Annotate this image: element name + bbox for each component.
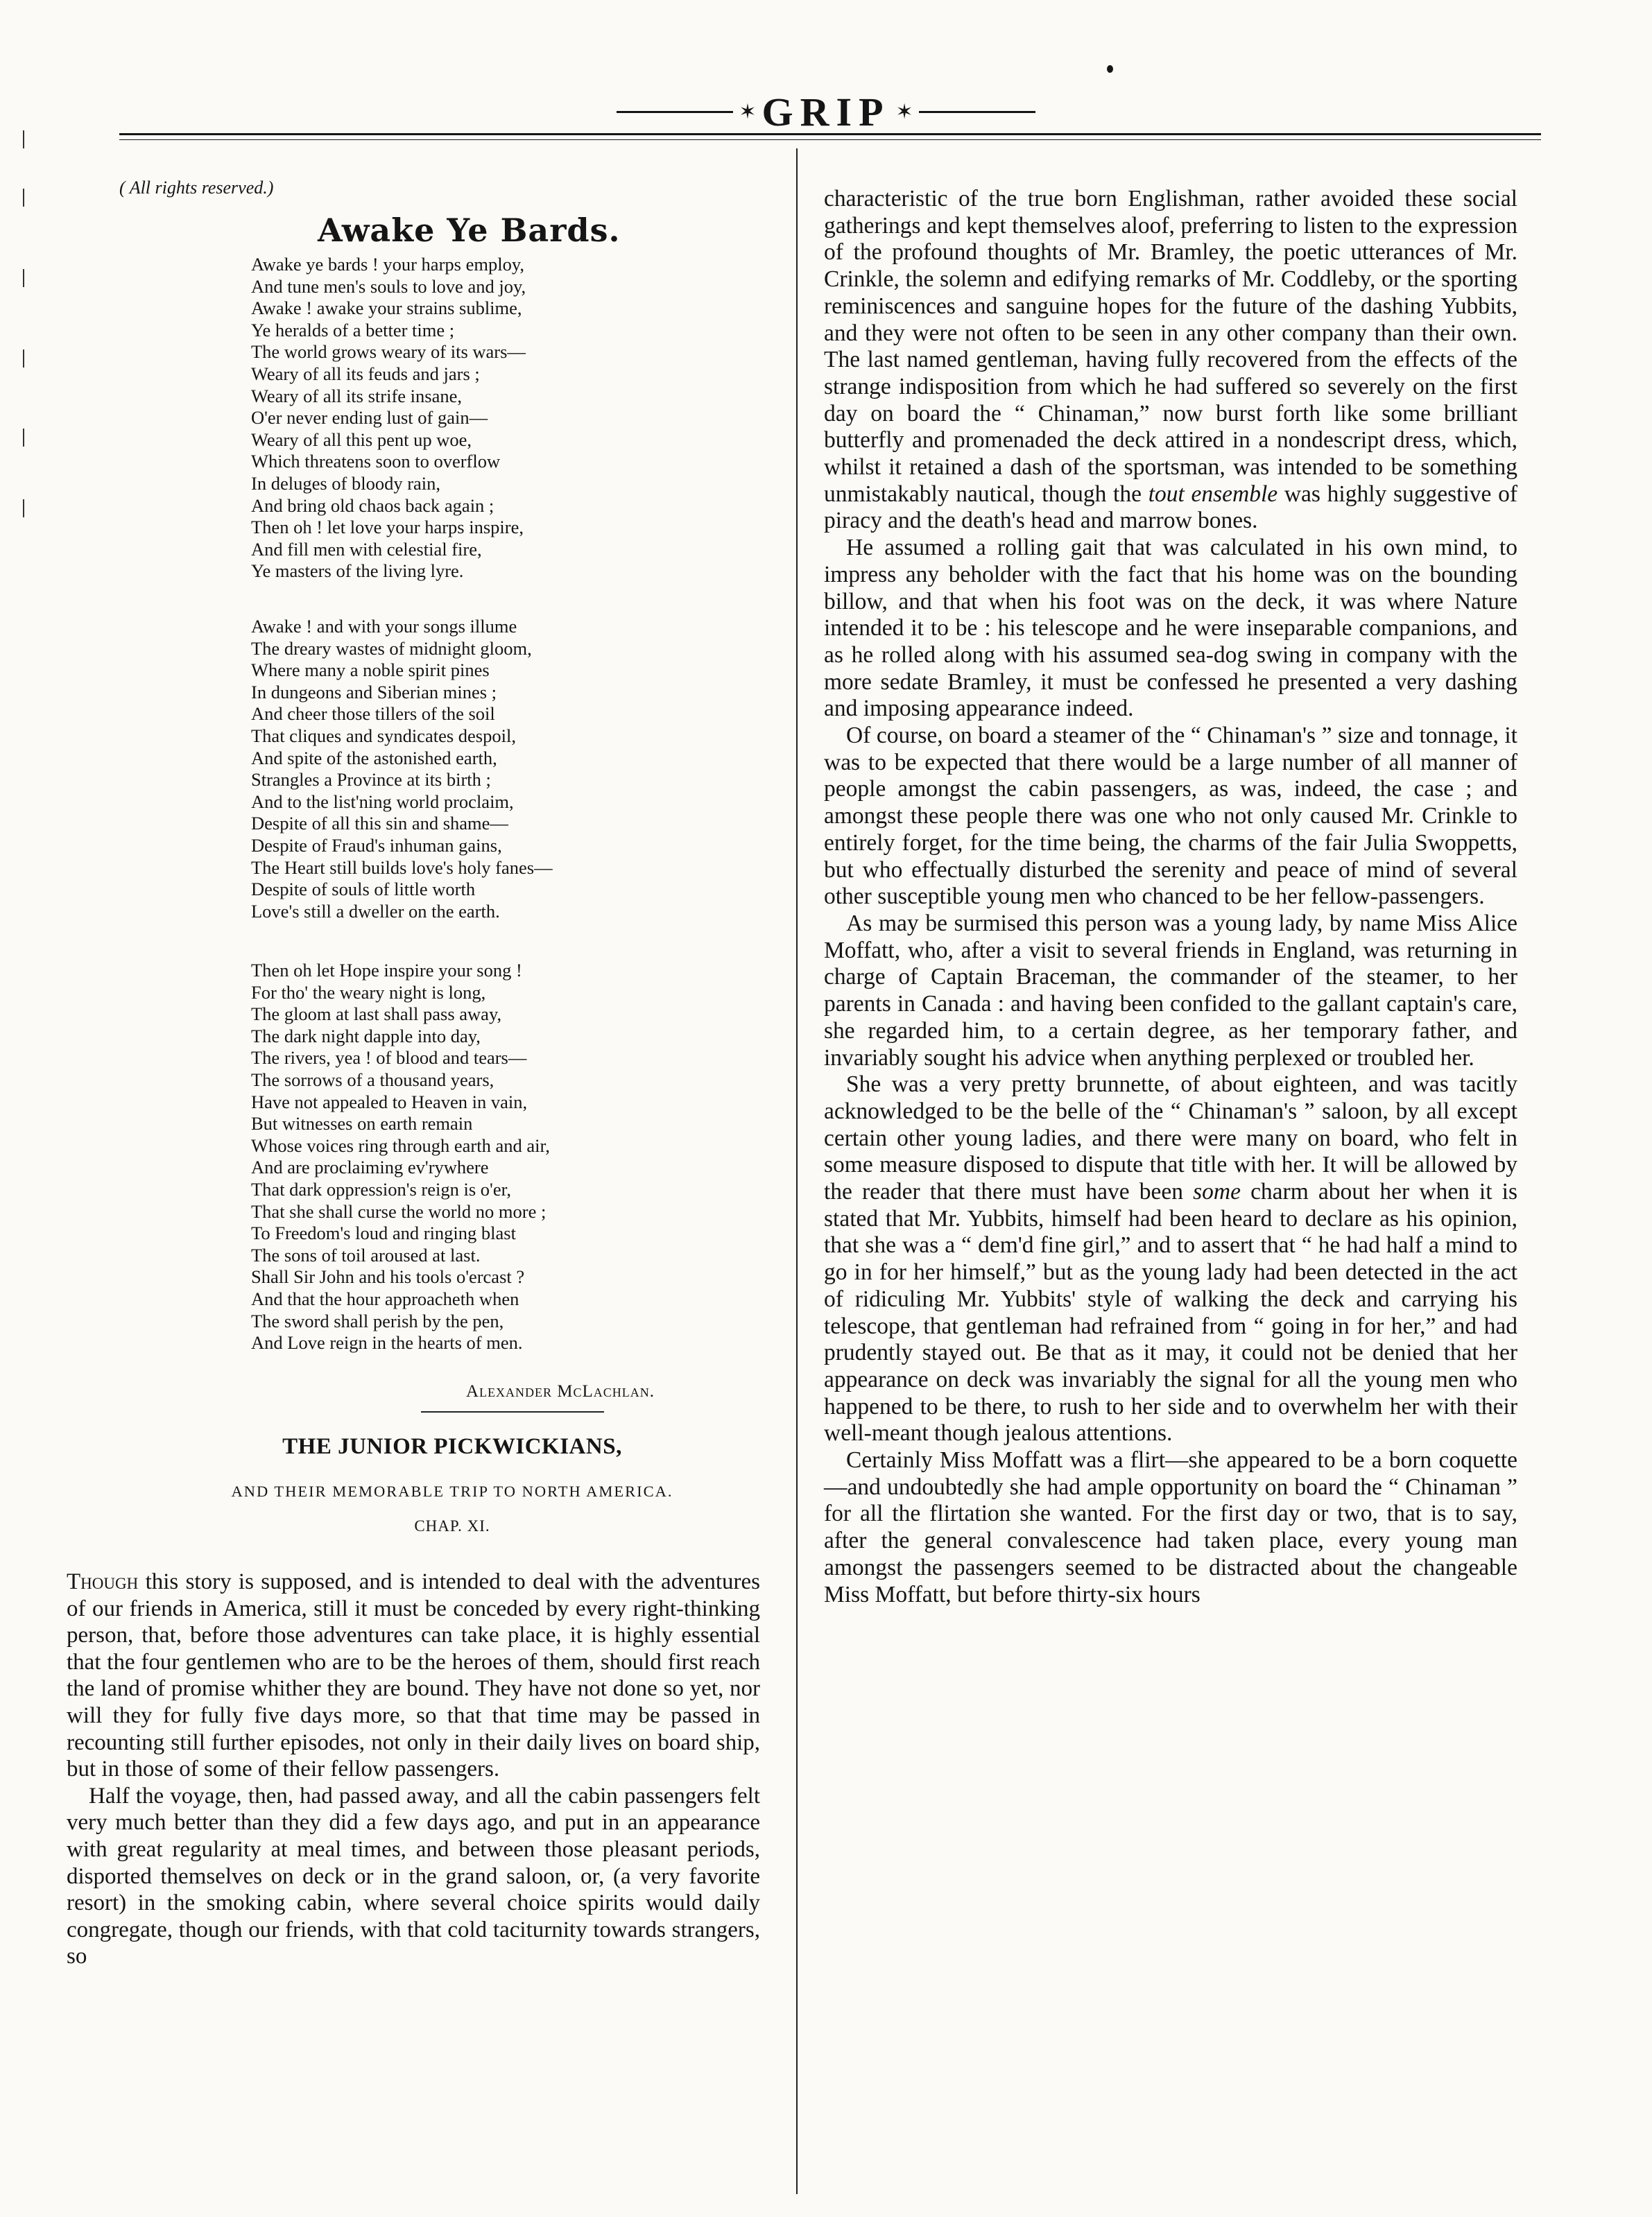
poem-line: O'er never ending lust of gain—	[251, 407, 488, 429]
poem-line: The dark night dapple into day,	[251, 1025, 481, 1046]
poem-line: And fill men with celestial fire,	[251, 538, 482, 560]
paragraph-text: this story is supposed, and is intended to deal with the adventures of our friends in America, still it must be conceded by every right-thinking person, that, before those adventures can take place, it is highly essential that the four gentlemen who are to be the heroes of them, should first reach the land of promise whither they are bound. They have not done so yet, nor will they for fully five days more, so that that time may be passed in recounting still further episodes, not only in their daily lives on board ship, but in those of some of their fellow passengers.	[67, 1569, 760, 1782]
poem-line: And tune men's souls to love and joy,	[251, 275, 526, 297]
paragraph: He assumed a rolling gait that was calculated in his own mind, to impress any beholder with the fact that his home was on the bounding billow, and that when his foot was on the deck, it was where Nature intended it to be : his telescope and he were inseparable companions, and as he rolled along with his assumed sea-dog swing in company with the more sedate Bramley, it must be confessed he presented a very dashing and imposing appearance indeed.	[824, 535, 1517, 722]
poem-line: Then oh let Hope inspire your song !	[251, 960, 522, 981]
poem-line: Weary of all its strife insane,	[251, 385, 462, 406]
paragraph-text: characteristic of the true born Englishman, rather avoided these social gatherings and kept themselves aloof, preferring to listen to the expression of the profound thoughts of Mr. Bramley, the poetic utterances of Mr. Crinkle, the solemn and edifying remarks of Mr. Coddleby, or the sporting reminiscences and sanguine hopes for the future of the dashing Yubbits, and they were not often to be seen in any other company than their own. The last named gentleman, having fully recovered from the effects of the strange indisposition from which he had suffered so severely on the first day on board the “ Chinaman,” now burst forth like some brilliant butterfly and promenaded the deck attired in a nondescript dress, which, whilst it retained a dash of the sportsman, was intended to be something unmistakably nautical, though the	[824, 186, 1517, 507]
poem-stanza-1	[251, 254, 778, 583]
poem-line: Awake ! awake your strains sublime,	[251, 297, 522, 319]
ink-dot	[1107, 65, 1113, 73]
poem-line: Weary of all its feuds and jars ;	[251, 363, 480, 384]
poem-line: The sons of toil aroused at last.	[251, 1244, 481, 1266]
poem-line: Strangles a Province at its birth ;	[251, 769, 491, 791]
poem-stanza-3	[251, 960, 778, 1354]
poem-line: For tho' the weary night is long,	[251, 981, 486, 1003]
poem-line: Despite of Fraud's inhuman gains,	[251, 834, 502, 856]
poem-line: And to the list'ning world proclaim,	[251, 791, 514, 812]
poem-line: Ye heralds of a better time ;	[251, 319, 455, 340]
poem-line: And spite of the astonished earth,	[251, 747, 497, 768]
margin-mark	[23, 269, 24, 287]
column-rule	[796, 148, 798, 2194]
poem-line: Whose voices ring through earth and air,	[251, 1135, 550, 1156]
poem-line: And Love reign in the hearts of men.	[251, 1332, 523, 1354]
section-separator	[421, 1411, 604, 1413]
masthead-rule-left	[617, 111, 733, 113]
paragraph-text: was highly suggestive of piracy and the death's head and marrow bones.	[824, 481, 1517, 534]
right-column-prose	[824, 186, 1517, 1608]
poem-line: The rivers, yea ! of blood and tears—	[251, 1047, 527, 1069]
poem-line: Awake ye bards ! your harps employ,	[251, 254, 524, 275]
header-rule	[119, 133, 1541, 135]
margin-mark	[23, 130, 24, 148]
poem-line: Shall Sir John and his tools o'ercast ?	[251, 1266, 525, 1288]
poem-line: The dreary wastes of midnight gloom,	[251, 637, 532, 659]
poem-line: That dark oppression's reign is o'er,	[251, 1178, 511, 1200]
poem-line: That she shall curse the world no more ;	[251, 1200, 547, 1222]
poem-line: The Heart still builds love's holy fanes—	[251, 856, 553, 878]
poem-line: In dungeons and Siberian mines ;	[251, 681, 497, 702]
poem-line: And that the hour approacheth when	[251, 1288, 519, 1309]
poem-line: Despite of all this sin and shame—	[251, 813, 508, 834]
poem-line: And cheer those tillers of the soil	[251, 703, 495, 725]
masthead-rule-right	[919, 111, 1035, 113]
paragraph	[67, 1569, 760, 1783]
poem-line: To Freedom's loud and ringing blast	[251, 1223, 516, 1244]
emphasis: tout ensemble	[1148, 481, 1278, 507]
masthead-title: GRIP	[762, 89, 890, 135]
poem-line: The world grows weary of its wars—	[251, 341, 526, 363]
poem-line: That cliques and syndicates despoil,	[251, 725, 516, 746]
poem-line: In deluges of bloody rain,	[251, 472, 441, 494]
poem-line: Ye masters of the living lyre.	[251, 560, 464, 582]
poem-line: Have not appealed to Heaven in vain,	[251, 1091, 528, 1112]
poem-line: Where many a noble spirit pines	[251, 659, 490, 681]
poem-line: Love's still a dweller on the earth.	[251, 900, 500, 922]
drop-lead: Though	[67, 1569, 139, 1594]
poem-line: Then oh ! let love your harps inspire,	[251, 517, 524, 538]
paragraph: As may be surmised this person was a young lady, by name Miss Alice Moffatt, who, after a visit to several friends in England, was returning in charge of Captain Braceman, the commander of the steamer, to her parents in Canada : and having been confided to the gallant captain's care, she regarded him, to a certain degree, as her temporary father, and invariably sought his advice when anything perplexed or troubled her.	[824, 910, 1517, 1071]
poem-line: Which threatens soon to overflow	[251, 451, 501, 472]
poem-line: The sorrows of a thousand years,	[251, 1069, 494, 1090]
header-rule-thin	[119, 139, 1541, 140]
rights-notice: ( All rights reserved.)	[119, 178, 274, 198]
story-subtitle: AND THEIR MEMORABLE TRIP TO NORTH AMERICA.	[231, 1483, 673, 1500]
poem-line: And bring old chaos back again ;	[251, 494, 494, 516]
margin-mark	[23, 189, 24, 207]
star-icon: ✶	[739, 101, 757, 123]
poem-line: The gloom at last shall pass away,	[251, 1003, 502, 1025]
margin-mark	[23, 499, 24, 517]
story-title: THE JUNIOR PICKWICKIANS,	[282, 1434, 622, 1459]
left-column-prose	[67, 1569, 760, 1970]
paragraph-text: She was a very pretty brunnette, of about eighteen, and was tacitly acknowledged to be the belle of the “ Chinaman's ” saloon, by all except certain other young ladies, and there were many on board, who felt in some measure disposed to dispute that title with her. It will be allowed by the reader that there must have been	[824, 1071, 1517, 1205]
poem-title: Awake Ye Bards.	[318, 212, 621, 249]
emphasis: some	[1193, 1179, 1241, 1205]
poem-line: And are proclaiming ev'rywhere	[251, 1157, 489, 1178]
margin-mark	[23, 429, 24, 447]
masthead	[0, 89, 1652, 135]
poem-stanza-2	[251, 616, 778, 922]
poem-line: But witnesses on earth remain	[251, 1113, 473, 1135]
paragraph	[824, 186, 1517, 535]
margin-mark	[23, 350, 24, 368]
paragraph-text: charm about her when it is stated that Mr. Yubbits, himself had been heard to declare as his opinion, that she was a “ dem'd fine girl,” and to assert that “ he had half a mind to go in for her himself,” but as the young lady had been detected in the act of ridiculing Mr. Yubbits' style of walking the deck and carrying his telescope, that gentleman had refrained from “ going in for her,” and had prudently stayed out. Be that as it may, it could not be denied that her appearance on deck was invariably the signal for all the young men who happened to be there, to rush to her side and to overwhelm her with their well-meant though jealous attentions.	[824, 1179, 1517, 1447]
paragraph	[824, 1071, 1517, 1447]
paragraph: Certainly Miss Moffatt was a flirt—she appeared to be a born coquette—and undoubtedly she had ample opportunity on board the “ Chinaman ” for all the flirtation she wanted. For the first day or two, that is to say, after the general convalescence had taken place, every young man amongst the passengers seemed to be distracted about the changeable Miss Moffatt, but before thirty-six hours	[824, 1447, 1517, 1607]
star-icon: ✶	[895, 101, 913, 123]
chapter-heading: CHAP. XI.	[414, 1517, 490, 1535]
poem-line: The sword shall perish by the pen,	[251, 1310, 504, 1331]
poem-line: Awake ! and with your songs illume	[251, 616, 517, 637]
paragraph: Half the voyage, then, had passed away, and all the cabin passengers felt very much better than they did a few days ago, and put in an appearance with great regularity at meal times, and between those pleasant periods, disported themselves on deck or in the grand saloon, or, (a very favorite resort) in the smoking cabin, where several choice spirits would daily congregate, though our friends, with that cold taciturnity towards strangers, so	[67, 1783, 760, 1969]
paragraph: Of course, on board a steamer of the “ Chinaman's ” size and tonnage, it was to be expected that there would be a large number of all manner of people amongst the cabin passengers, as was, indeed, the case ; and amongst these people there was one who not only caused Mr. Crinkle to entirely forget, for the time being, the charms of the fair Julia Swoppetts, but who effectually disturbed the serenity and peace of mind of several other susceptible young men who chanced to be her fellow-passengers.	[824, 723, 1517, 910]
poem-author: Alexander McLachlan.	[466, 1382, 655, 1401]
poem-line: Weary of all this pent up woe,	[251, 429, 472, 450]
poem-line: Despite of souls of little worth	[251, 879, 476, 900]
